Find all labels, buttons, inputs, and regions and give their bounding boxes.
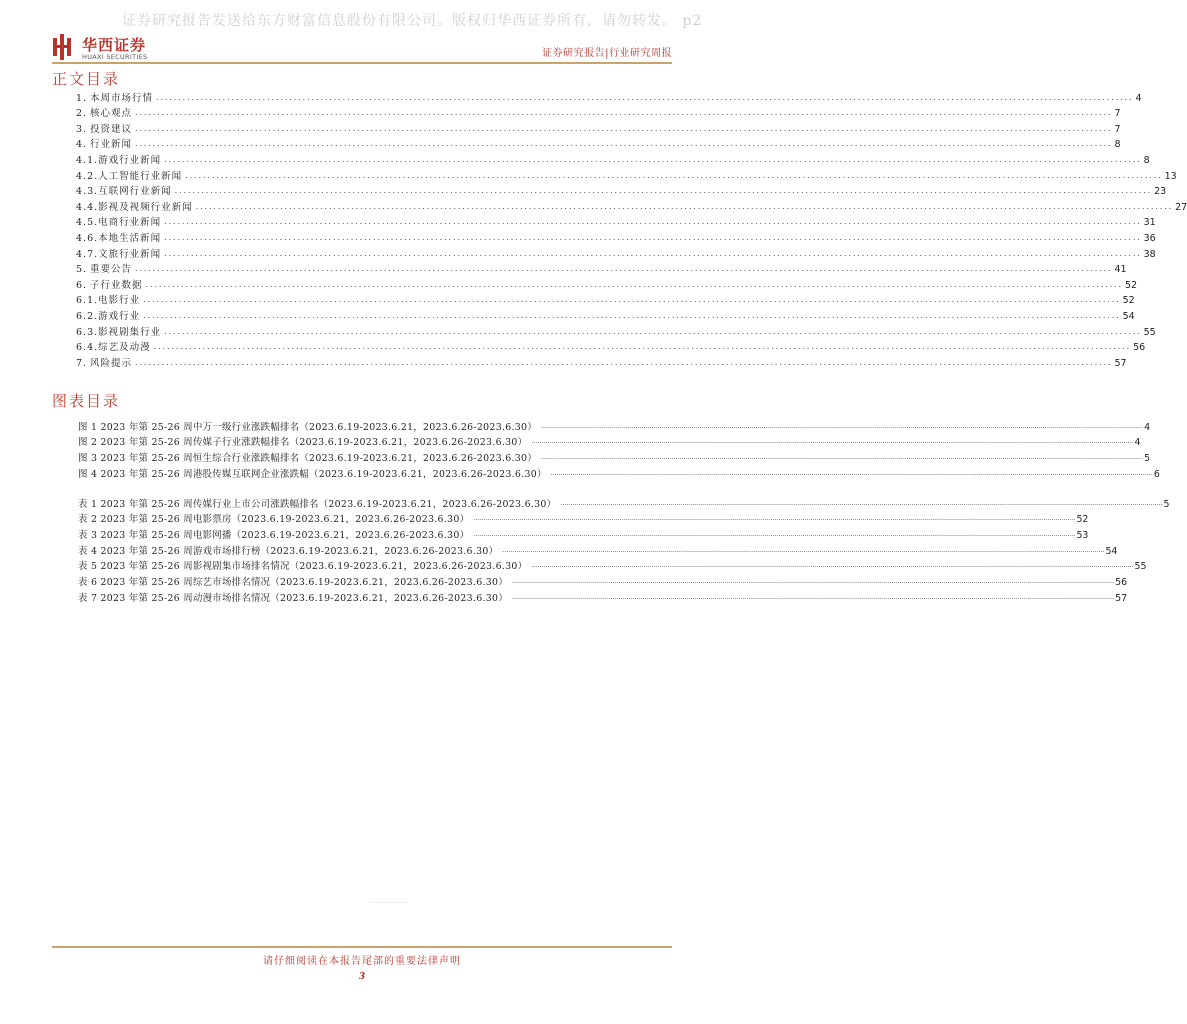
table-entry-page: 57: [1115, 592, 1128, 604]
toc-entry-label: [76, 121, 132, 135]
chart-entry-label: 图 4 2023 年第 25-26 周港股传媒互联网企业涨跌幅（2023.6.19-2023.6.21，2023.6.26-2023.6.30）: [78, 468, 547, 480]
table-entry[interactable]: [78, 525, 1089, 542]
dot-leader: ............................................................................................................................................................................................................................: [164, 217, 1142, 227]
toc-entry-page: 54: [1122, 310, 1135, 322]
figures-title: 图表目录: [52, 392, 121, 410]
chart-entry[interactable]: [78, 448, 1151, 465]
toc-entry[interactable]: [76, 338, 1146, 354]
table-entry[interactable]: [78, 588, 1128, 604]
toc-entry-label: [76, 261, 132, 275]
toc-entry[interactable]: [76, 213, 1156, 229]
toc-entry-label: [76, 277, 143, 291]
dot-leader: ............................................................................................................................................................................................................................: [153, 342, 1132, 352]
dot-leader: ............................................................................................................................................................................................................................: [135, 139, 1113, 149]
toc-entry-page: 52: [1124, 279, 1138, 291]
toc-entry-number: 4.3.: [76, 186, 99, 198]
toc-entry-number: 6.1.: [76, 295, 99, 307]
toc-entry-number: 2.: [76, 108, 88, 120]
toc-entry[interactable]: [76, 197, 1187, 213]
toc-entry-page: 52: [1122, 295, 1135, 307]
logo-english-name: HUAXI SECURITIES: [82, 53, 148, 61]
table-entry-label: 表 2 2023 年第 25-26 周电影票房（2023.6.19-2023.6.21，2023.6.26-2023.6.30）: [78, 514, 470, 526]
chart-entry-label: 图 2 2023 年第 25-26 周传媒子行业涨跌幅排名（2023.6.19-2023.6.21，2023.6.26-2023.6.30）: [78, 437, 528, 449]
table-entry-label: 表 3 2023 年第 25-26 周电影网播（2023.6.19-2023.6.21，2023.6.26-2023.6.30）: [78, 530, 470, 542]
table-entry-label: 表 6 2023 年第 25-26 周综艺市场排名情况（2023.6.19-2023.6.21，2023.6.26-2023.6.30）: [78, 577, 508, 589]
dot-leader: ............................................................................................................................................................................................................................: [135, 108, 1113, 118]
dot-leader: ............................................................................................................................................................................................................................: [156, 92, 1134, 102]
dot-leader: ............................................................................................................................................................................................................................................................................................................: [560, 499, 1163, 507]
dot-leader: ............................................................................................................................................................................................................................: [164, 154, 1142, 164]
dot-leader: ............................................................................................................................................................................................................................: [164, 248, 1142, 258]
dot-leader: ............................................................................................................................................................................................................................................................................................................: [473, 531, 1076, 539]
table-entry-page: 54: [1105, 545, 1118, 557]
chart-entry-label: 图 3 2023 年第 25-26 周恒生综合行业涨跌幅排名（2023.6.19-2023.6.21，2023.6.26-2023.6.30）: [78, 453, 537, 465]
dot-leader: ............................................................................................................................................................................................................................: [174, 186, 1153, 196]
toc-entry[interactable]: [76, 322, 1156, 338]
table-entry-label: 表 4 2023 年第 25-26 周游戏市场排行榜（2023.6.19-2023.6.21，2023.6.26-2023.6.30）: [78, 545, 499, 557]
table-entry-label: 表 5 2023 年第 25-26 周影视剧集市场排名情况（2023.6.19-2023.6.21，2023.6.26-2023.6.30）: [78, 561, 528, 573]
toc-entry-number: 6.: [76, 279, 88, 291]
toc-entry-page: 36: [1143, 232, 1156, 244]
dot-leader: ............................................................................................................................................................................................................................................................................................................: [473, 515, 1076, 523]
dot-leader: ............................................................................................................................................................................................................................................................................................................: [511, 578, 1115, 586]
logo-chinese-name: 华西证券: [82, 36, 147, 54]
toc-entry-label: [76, 355, 132, 369]
toc-entry-number: 3.: [76, 123, 88, 135]
toc-title: 正文目录: [52, 70, 121, 88]
dot-leader: ............................................................................................................................................................................................................................: [135, 357, 1113, 367]
chart-entry-page: 4: [1134, 437, 1141, 449]
chart-entry-label: 图 1 2023 年第 25-26 周中万一级行业涨跌幅排名（2023.6.19-2023.6.21，2023.6.26-2023.6.30）: [78, 421, 537, 433]
toc-entry-text: 互联网行业新闻: [98, 186, 172, 198]
table-entry-label: 表 1 2023 年第 25-26 周传媒行业上市公司涨跌幅排名（2023.6.19-2023.6.21，2023.6.26-2023.6.30）: [78, 498, 557, 510]
dot-leader: ............................................................................................................................................................................................................................: [164, 326, 1142, 336]
toc-entry-text: 影视剧集行业: [98, 326, 162, 338]
table-entry[interactable]: [78, 557, 1147, 573]
toc-entry-page: 23: [1154, 186, 1167, 198]
toc-entry[interactable]: [76, 150, 1150, 166]
dot-leader: ............................................................................................................................................................................................................................................................................................................: [511, 593, 1115, 601]
toc-entry-text: 行业新闻: [90, 139, 133, 151]
dot-leader: ............................................................................................................................................................................................................................: [143, 295, 1121, 305]
toc-entry-page: 31: [1143, 217, 1156, 229]
dot-leader: ............................................................................................................................................................................................................................: [145, 279, 1123, 289]
faint-mark: [370, 902, 408, 903]
chart-entry[interactable]: [78, 433, 1141, 449]
toc-entry-number: 4.7.: [76, 248, 99, 260]
company-logo: [52, 34, 162, 64]
toc-entry-label: [76, 136, 132, 150]
toc-entry-page: 4: [1135, 92, 1142, 104]
legal-notice: 请仔细阅读在本报告尾部的重要法律声明: [263, 956, 461, 967]
toc-entry[interactable]: [76, 260, 1127, 276]
dot-leader: ............................................................................................................................................................................................................................................................................................................: [502, 546, 1105, 554]
toc-entry-number: 4.5.: [76, 217, 99, 229]
toc-entry[interactable]: [76, 166, 1177, 182]
toc-entry-number: 6.4.: [76, 342, 99, 354]
toc-entry-page: 8: [1114, 139, 1121, 151]
table-entry-page: 5: [1163, 498, 1170, 510]
toc-entry-page: 41: [1114, 264, 1127, 276]
toc-entry-number: 4.6.: [76, 232, 99, 244]
toc-entry-label: [76, 324, 161, 338]
toc-entry[interactable]: [76, 182, 1167, 198]
toc-entry-label: [76, 246, 161, 260]
toc-entry-page: 7: [1114, 123, 1121, 135]
dot-leader: ............................................................................................................................................................................................................................................................................................................: [531, 438, 1134, 446]
toc-entry-text: 文旅行业新闻: [98, 248, 162, 260]
dot-leader: ............................................................................................................................................................................................................................: [143, 310, 1121, 320]
table-entry-page: 55: [1134, 561, 1147, 573]
page-number: 3: [358, 972, 366, 982]
dot-leader: ............................................................................................................................................................................................................................: [185, 170, 1163, 180]
toc-entry-label: [76, 90, 153, 104]
toc-entry-number: 1.: [76, 92, 88, 104]
header-divider: [52, 62, 672, 64]
footer-divider: [52, 946, 672, 948]
toc-entry-text: 投资建议: [90, 123, 133, 135]
toc-entry-text: 电影行业: [98, 295, 141, 307]
toc-entry-text: 风险提示: [90, 357, 133, 369]
toc-list: [76, 88, 1187, 369]
toc-entry-text: 重要公告: [90, 264, 133, 276]
table-entry[interactable]: [78, 541, 1118, 557]
toc-entry-label: [76, 308, 140, 322]
report-type-label: 证券研究报告|行业研究周报: [542, 48, 672, 59]
toc-entry-page: 7: [1114, 108, 1121, 120]
toc-entry-label: [76, 214, 161, 228]
toc-entry-label: [76, 199, 193, 213]
toc-entry-number: 4.: [76, 139, 88, 151]
dot-leader: ............................................................................................................................................................................................................................................................................................................: [541, 422, 1144, 430]
dot-leader: ............................................................................................................................................................................................................................: [135, 123, 1113, 133]
toc-entry-text: 电商行业新闻: [98, 217, 162, 229]
toc-entry-text: 本周市场行情: [90, 92, 154, 104]
table-entry-page: 52: [1076, 514, 1089, 526]
chart-entry-page: 4: [1144, 421, 1151, 433]
chart-entry-page: 6: [1153, 468, 1160, 480]
toc-entry[interactable]: [76, 244, 1156, 260]
chart-entry[interactable]: [78, 464, 1160, 480]
toc-entry-page: 38: [1143, 248, 1156, 260]
toc-entry-text: 核心观点: [90, 108, 133, 120]
toc-entry-page: 55: [1143, 326, 1156, 338]
toc-entry[interactable]: [76, 88, 1142, 104]
table-list: [78, 494, 1170, 604]
toc-entry[interactable]: [76, 291, 1135, 307]
toc-entry-text: 子行业数据: [90, 279, 143, 291]
table-entry-page: 56: [1115, 577, 1128, 589]
toc-entry-text: 人工智能行业新闻: [98, 170, 183, 182]
toc-entry-page: 57: [1114, 357, 1127, 369]
dot-leader: ............................................................................................................................................................................................................................................................................................................: [531, 562, 1134, 570]
huaxi-logo-icon: [52, 34, 74, 60]
dot-leader: ............................................................................................................................................................................................................................: [164, 232, 1142, 242]
toc-entry-text: 影视及视频行业新闻: [98, 201, 193, 213]
toc-entry-number: 6.2.: [76, 310, 99, 322]
toc-entry-label: [76, 168, 182, 182]
toc-entry-number: 7.: [76, 357, 88, 369]
chart-entry-page: 5: [1144, 453, 1151, 465]
toc-entry-label: [76, 152, 161, 166]
dot-leader: ............................................................................................................................................................................................................................................................................................................: [541, 454, 1144, 462]
toc-entry[interactable]: [76, 306, 1135, 322]
toc-entry[interactable]: [76, 275, 1138, 291]
toc-entry-page: 56: [1133, 342, 1146, 354]
toc-entry-number: 4.1.: [76, 154, 99, 166]
toc-entry-number: 5.: [76, 264, 88, 276]
table-entry-page: 53: [1076, 530, 1089, 542]
dot-leader: ............................................................................................................................................................................................................................: [195, 201, 1174, 211]
toc-entry-page: 27: [1175, 201, 1187, 213]
chart-entry[interactable]: [78, 417, 1151, 433]
toc-entry-text: 游戏行业: [98, 310, 141, 322]
toc-entry-label: [76, 105, 132, 119]
watermark-text: 证券研究报告发送给东方财富信息股份有限公司。版权归华西证券所有，请勿转发。 p2: [122, 13, 703, 29]
toc-entry-label: [76, 339, 151, 353]
toc-entry-number: 6.3.: [76, 326, 99, 338]
table-entry-label: 表 7 2023 年第 25-26 周动漫市场排名情况（2023.6.19-2023.6.21，2023.6.26-2023.6.30）: [78, 592, 508, 604]
table-entry[interactable]: [78, 494, 1170, 510]
toc-entry-text: 游戏行业新闻: [98, 154, 162, 166]
toc-entry[interactable]: [76, 104, 1121, 120]
chart-list: [78, 417, 1160, 480]
table-entry[interactable]: [78, 510, 1089, 526]
table-entry[interactable]: [78, 572, 1128, 589]
toc-entry[interactable]: [76, 353, 1127, 369]
toc-entry-label: [76, 183, 172, 197]
dot-leader: ............................................................................................................................................................................................................................: [135, 264, 1113, 274]
toc-entry-label: [76, 230, 161, 244]
toc-entry[interactable]: [76, 135, 1121, 151]
toc-entry[interactable]: [76, 119, 1121, 135]
toc-entry-text: 综艺及动漫: [98, 342, 151, 354]
toc-entry[interactable]: [76, 228, 1156, 244]
toc-entry-page: 8: [1143, 154, 1150, 166]
toc-entry-number: 4.4.: [76, 201, 99, 213]
dot-leader: ............................................................................................................................................................................................................................................................................................................: [550, 469, 1153, 477]
toc-entry-number: 4.2.: [76, 170, 99, 182]
toc-entry-text: 本地生活新闻: [98, 232, 162, 244]
toc-entry-label: [76, 292, 140, 306]
toc-entry-page: 13: [1164, 170, 1177, 182]
